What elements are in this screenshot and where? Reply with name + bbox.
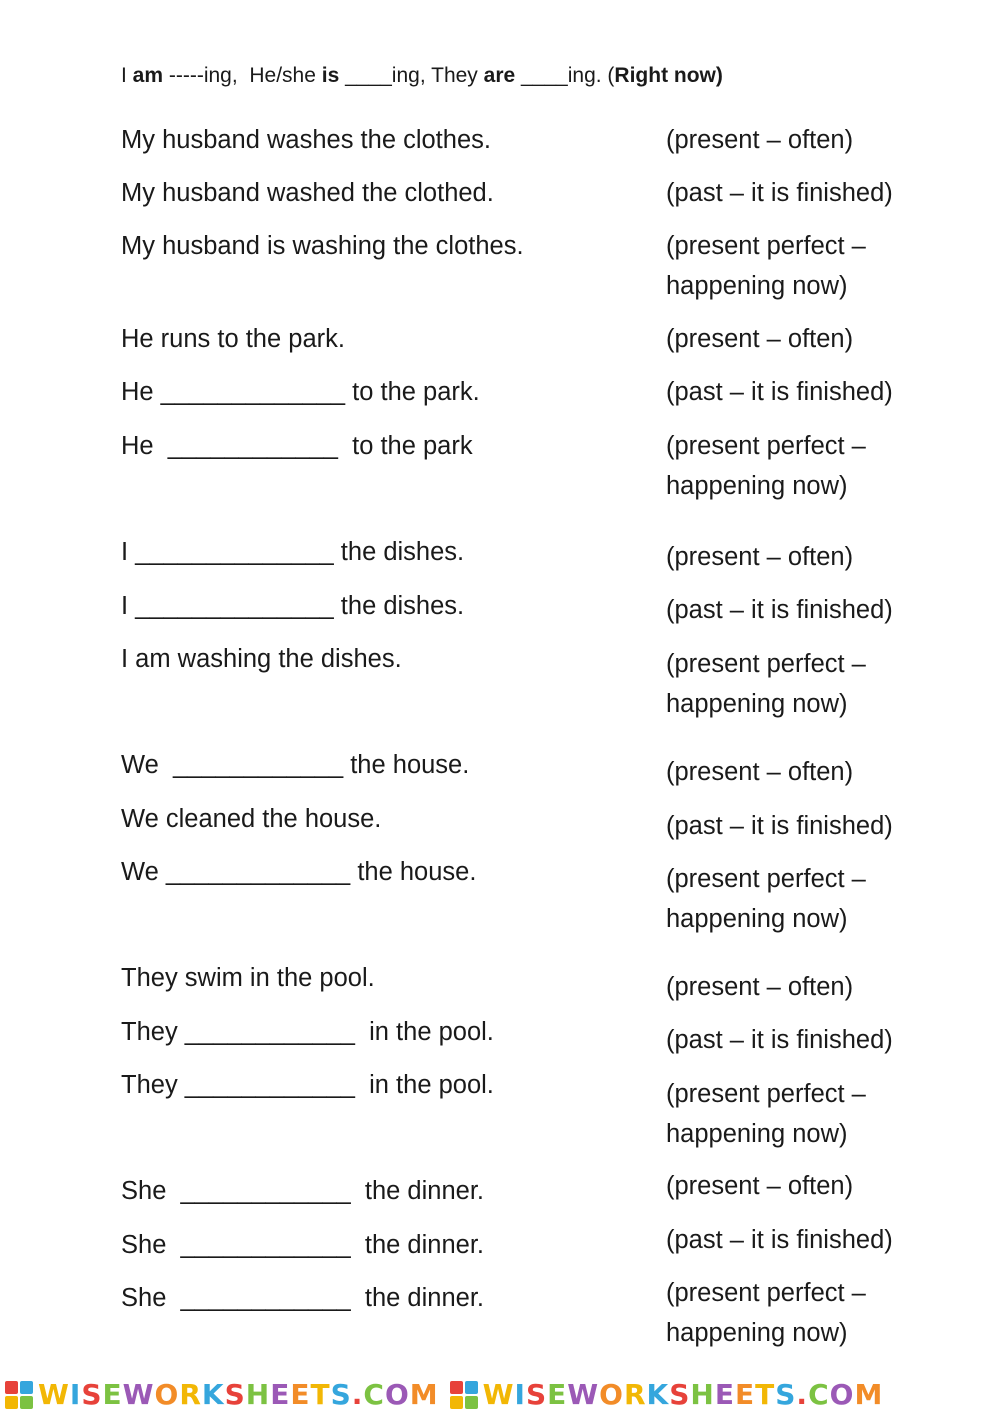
tense-hint: (present perfect – happening now) [666,1080,866,1148]
tense-hint: (present – often) [666,325,854,353]
tense-hint: (present perfect – happening now) [666,232,866,300]
header-bold-are: are [483,64,516,87]
sentence: My husband is washing the clothes. [121,232,524,260]
sentence-blank: He ____________ to the park [121,432,473,460]
sentence-blank: She ____________ the dinner. [121,1284,484,1312]
tense-hint: (past – it is finished) [666,1226,893,1254]
brand-logo-icon [4,1380,34,1410]
sentence-blank: I ______________ the dishes. [121,538,465,566]
sentence: He runs to the park. [121,325,345,353]
sentence-blank: He _____________ to the park. [121,378,480,406]
tense-hint: (present perfect – happening now) [666,1279,866,1347]
sentence-blank: She ____________ the dinner. [121,1177,484,1205]
tense-hint: (past – it is finished) [666,378,893,406]
brand-watermark [4,1378,439,1411]
tense-hint: (present perfect – happening now) [666,650,866,718]
sentence: My husband washed the clothed. [121,179,494,207]
brand-watermark [449,1378,884,1411]
tense-hint: (present – often) [666,1172,854,1200]
tense-hint: (past – it is finished) [666,179,893,207]
sentence-blank: They ____________ in the pool. [121,1018,494,1046]
tense-hint: (present perfect – happening now) [666,865,866,933]
tense-hint: (past – it is finished) [666,812,893,840]
tense-hint: (present – often) [666,543,854,571]
sentence: We cleaned the house. [121,805,382,833]
tense-hint: (past – it is finished) [666,596,893,624]
tense-hint: (present – often) [666,126,854,154]
sentence-blank: We ____________ the house. [121,751,470,779]
header-text-2: -----ing, He/she [163,64,322,87]
footer-branding [0,1376,1000,1413]
sentence: I am washing the dishes. [121,645,402,673]
header-text-4: ____ing. ( [515,64,615,87]
tense-hint: (present perfect – happening now) [666,432,866,500]
header-bold-right-now: Right now) [614,64,723,87]
sentence-blank: I ______________ the dishes. [121,592,465,620]
header-text-1: I [121,64,133,87]
sentence: My husband washes the clothes. [121,126,491,154]
tense-hint: (past – it is finished) [666,1026,893,1054]
brand-logo-icon [449,1380,479,1410]
brand-text: WISEWORKSHEETS.COM [482,1378,884,1411]
tense-hint: (present – often) [666,973,854,1001]
sentence-blank: They ____________ in the pool. [121,1071,494,1099]
sentence-blank: We _____________ the house. [121,858,477,886]
sentence: They swim in the pool. [121,964,375,992]
brand-text: WISEWORKSHEETS.COM [38,1378,439,1411]
sentence-blank: She ____________ the dinner. [121,1231,484,1259]
header-bold-is: is [321,64,340,87]
header-bold-am: am [132,64,164,87]
header-text-3: ____ing, They [339,64,484,87]
tense-hint: (present – often) [666,758,854,786]
instruction-header [121,62,723,90]
